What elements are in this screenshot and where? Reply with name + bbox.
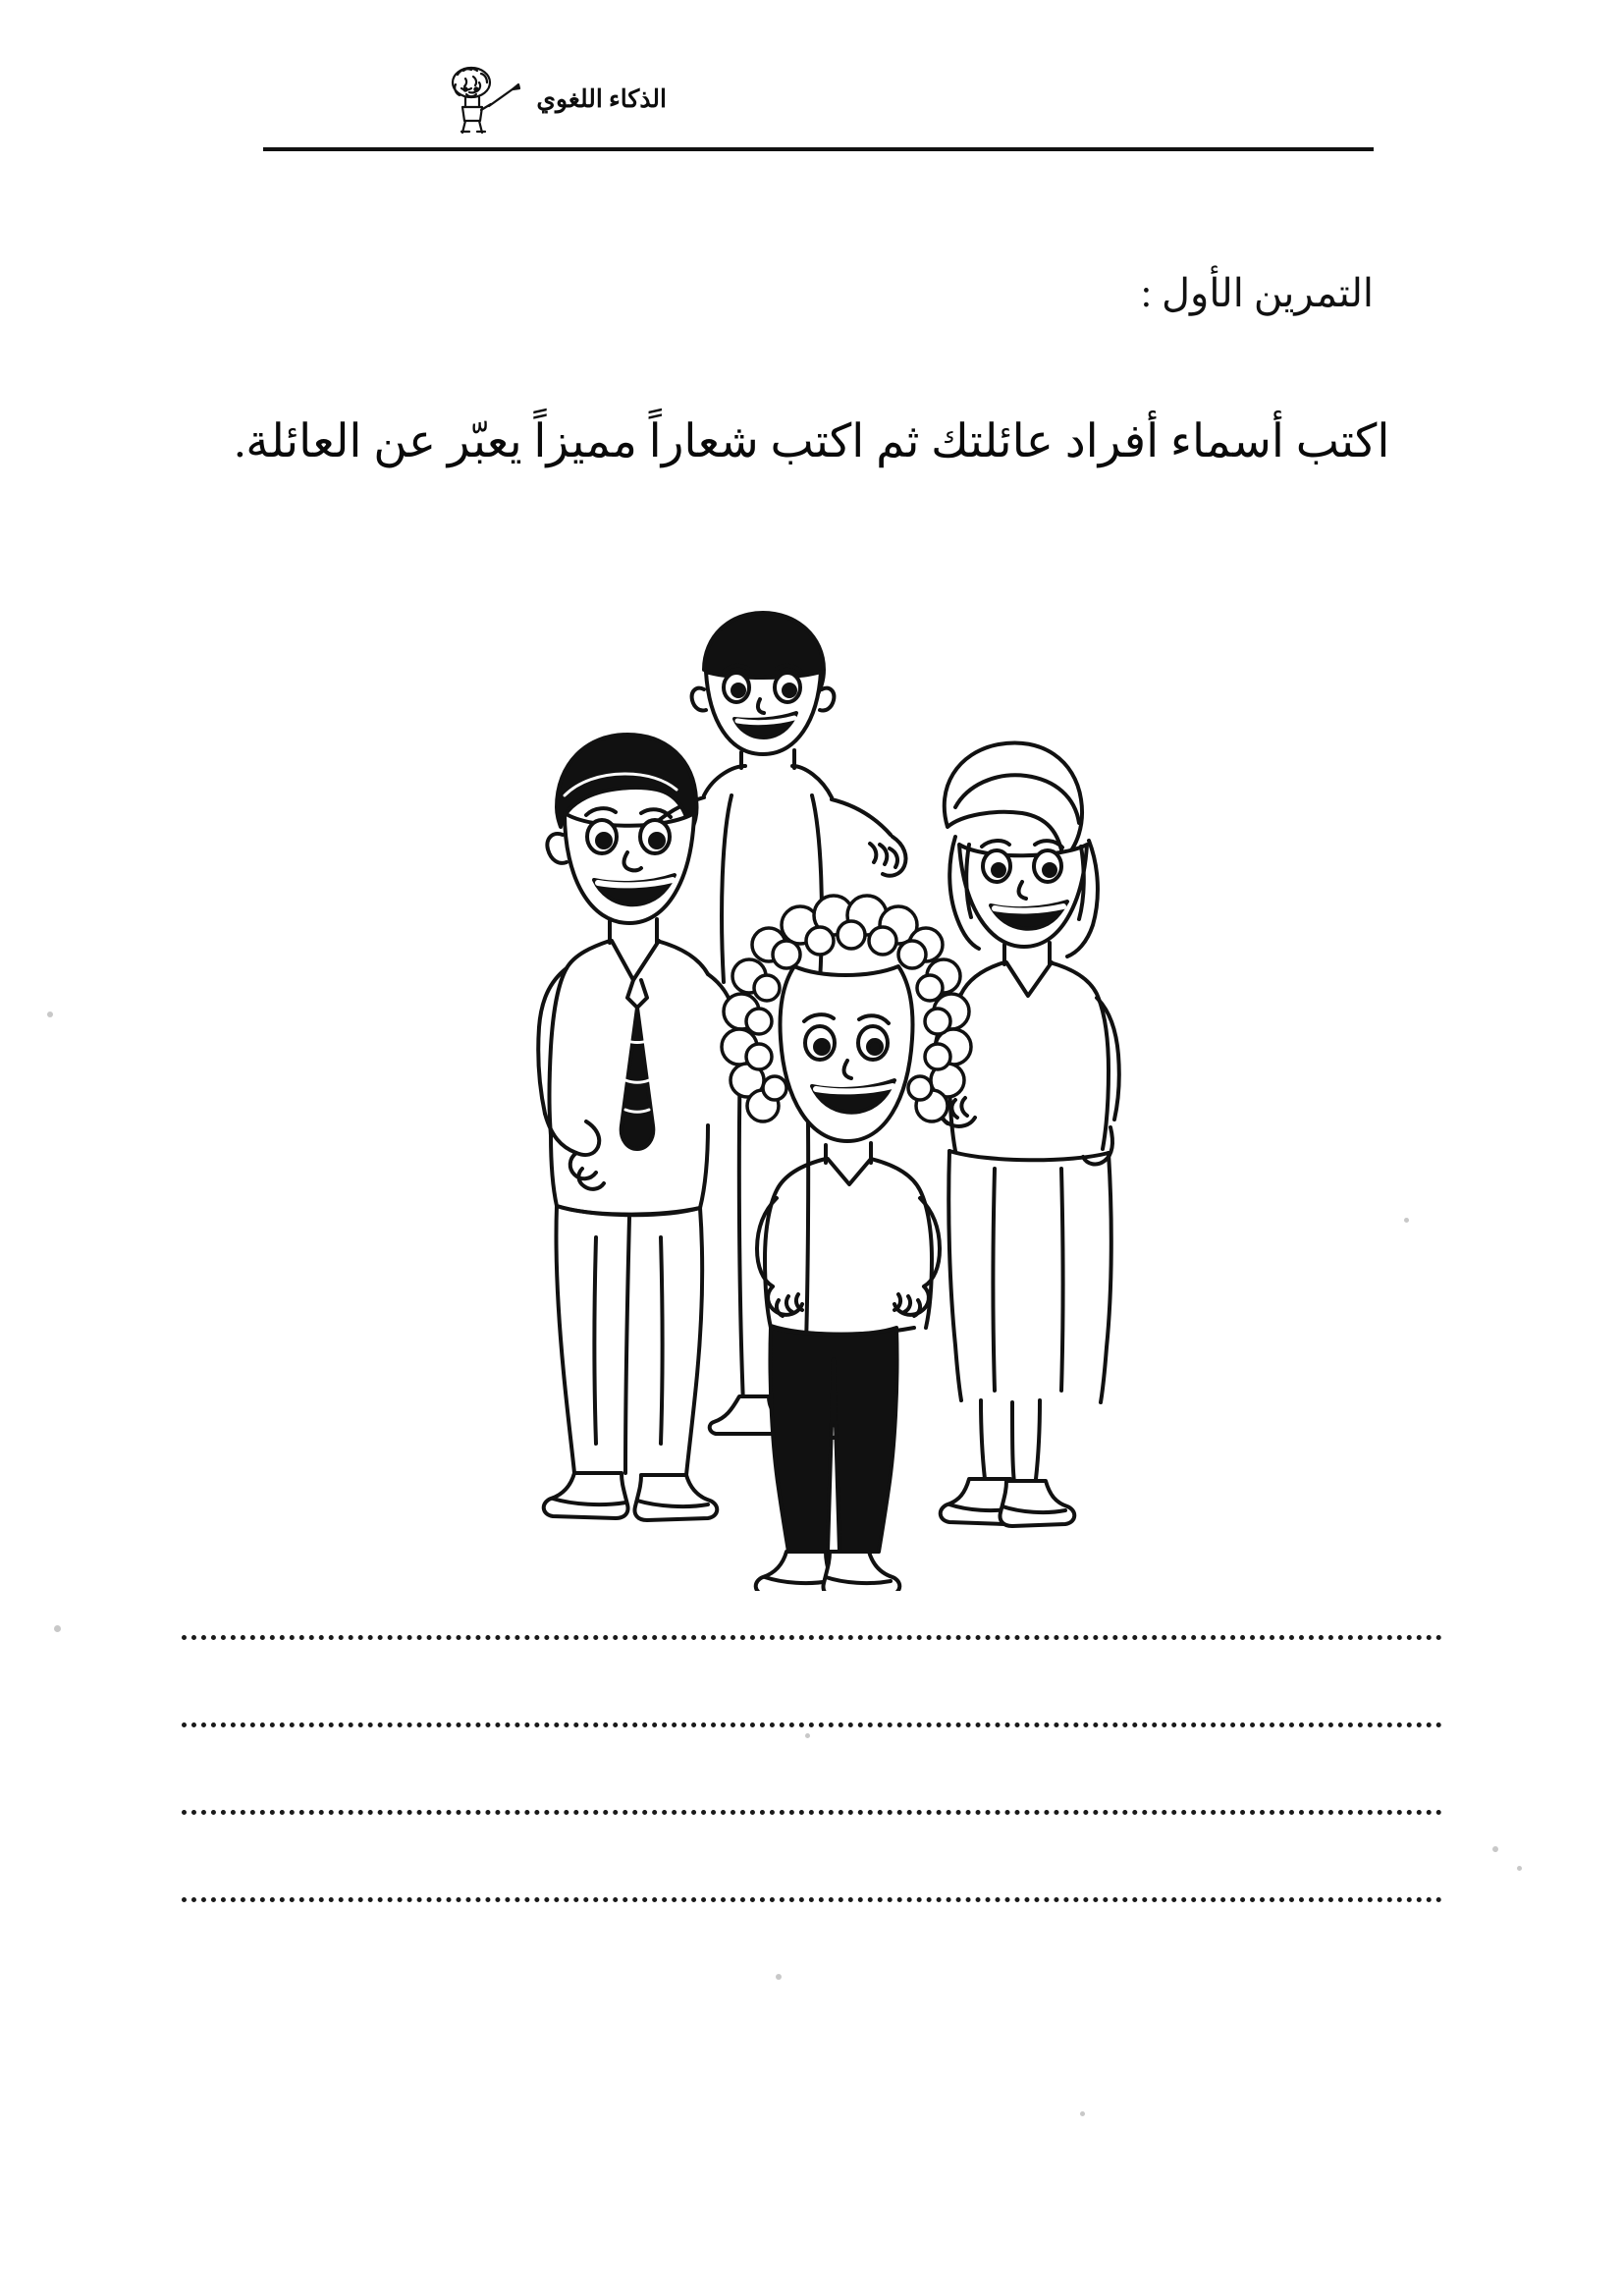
family-cartoon-illustration [0, 550, 1624, 1611]
scan-speck [776, 1974, 782, 1980]
scan-speck [54, 1625, 61, 1632]
scan-speck [1492, 1846, 1498, 1852]
header-label: الذكاء اللغوي [536, 86, 667, 113]
exercise-title: التمرين الأول : [1140, 271, 1374, 315]
answer-line[interactable] [182, 1635, 1442, 1640]
scan-speck [805, 1733, 810, 1738]
scan-speck [47, 1011, 53, 1017]
answer-line[interactable] [182, 1897, 1442, 1902]
scan-speck [1080, 2111, 1085, 2116]
brain-with-pointer-icon [436, 57, 520, 141]
header-brand [436, 57, 667, 141]
answer-line[interactable] [182, 1722, 1442, 1727]
answer-line[interactable] [182, 1810, 1442, 1815]
page-header [250, 57, 1374, 160]
answer-lines[interactable] [182, 1635, 1442, 1902]
exercise-instruction: اكتب أسماء أفراد عائلتك ثم اكتب شعاراً مميزاً يعبّر عن العائلة. [234, 416, 1390, 467]
scan-speck [1404, 1218, 1409, 1223]
scan-speck [1517, 1866, 1522, 1871]
header-divider [263, 147, 1374, 151]
